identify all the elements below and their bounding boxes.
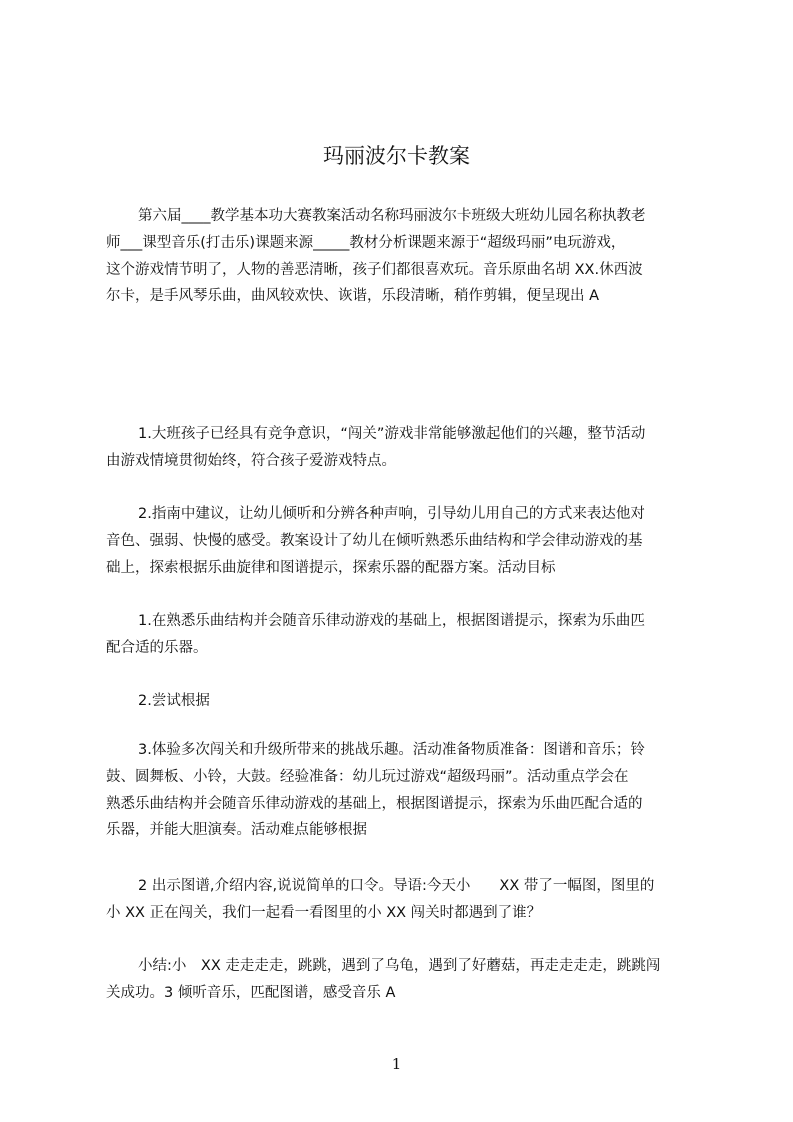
text-line: 由游戏情境贯彻始终，符合孩子爱游戏特点。 xyxy=(106,452,396,469)
paragraph xyxy=(106,421,716,475)
text-line: 1.大班孩子已经具有竞争意识，“闯关”游戏非常能够激起他们的兴趣，整节活动 xyxy=(138,426,646,442)
text-line: 3.体验多次闯关和升级所带来的挑战乐趣。活动准备物质准备：图谱和音乐；铃 xyxy=(138,742,645,758)
text-line: 2.尝试根据 xyxy=(138,693,210,709)
text-line: 配合适的乐器。 xyxy=(106,639,208,656)
text-line: 乐器，并能大胆演奏。活动难点能够根据 xyxy=(106,822,367,839)
text-line: 关成功。3 倾听音乐，匹配图谱，感受音乐 A xyxy=(106,984,396,1001)
paragraph xyxy=(106,501,716,581)
text-line: 础上，探索根据乐曲旋律和图谱提示，探索乐器的配器方案。活动目标 xyxy=(106,559,556,576)
paragraph xyxy=(106,203,716,310)
paragraph xyxy=(106,873,716,927)
text-line: 音色、强弱、快慢的感受。教案设计了幼儿在倾听熟悉乐曲结构和学会律动游戏的基 xyxy=(106,532,643,549)
text-line: 师___课型音乐(打击乐)课题来源_____教材分析课题来源于“超级玛丽”电玩游戏， xyxy=(106,234,626,251)
text-line: 这个游戏情节明了，人物的善恶清晰，孩子们都很喜欢玩。音乐原曲名胡 XX.休西波 xyxy=(106,261,643,278)
text-line: 小结:小 XX 走走走走，跳跳，遇到了乌龟，遇到了好蘑菇，再走走走走，跳跳闯 xyxy=(138,958,661,974)
text-line: 2 出示图谱,介绍内容,说说简单的口令。导语:今天小 XX 带了一幅图，图里的 xyxy=(138,878,655,894)
text-line: 第六届____教学基本功大赛教案活动名称玛丽波尔卡班级大班幼儿园名称执教老 xyxy=(138,208,646,224)
paragraph xyxy=(106,608,716,662)
paragraph xyxy=(106,688,716,715)
paragraph xyxy=(106,953,716,1007)
text-line: 小 XX 正在闯关，我们一起看一看图里的小 XX 闯关时都遇到了谁？ xyxy=(106,904,542,921)
paragraph xyxy=(106,737,716,844)
text-line: 尔卡，是手风琴乐曲，曲风较欢快、诙谐，乐段清晰，稍作剪辑，便呈现出 A xyxy=(106,288,600,305)
document-title: 玛丽波尔卡教案 xyxy=(323,144,470,168)
text-line: 熟悉乐曲结构并会随音乐律动游戏的基础上，根据图谱提示，探索为乐曲匹配合适的 xyxy=(106,795,643,812)
text-line: 鼓、圆舞板、小铃，大鼓。经验准备：幼儿玩过游戏“超级玛丽”。活动重点学会在 xyxy=(106,768,629,785)
text-line: 2.指南中建议，让幼儿倾听和分辨各种声响，引导幼儿用自己的方式来表达他对 xyxy=(138,506,645,522)
text-line: 1.在熟悉乐曲结构并会随音乐律动游戏的基础上，根据图谱提示，探索为乐曲匹 xyxy=(138,613,645,629)
page-number: 1 xyxy=(391,1055,402,1073)
